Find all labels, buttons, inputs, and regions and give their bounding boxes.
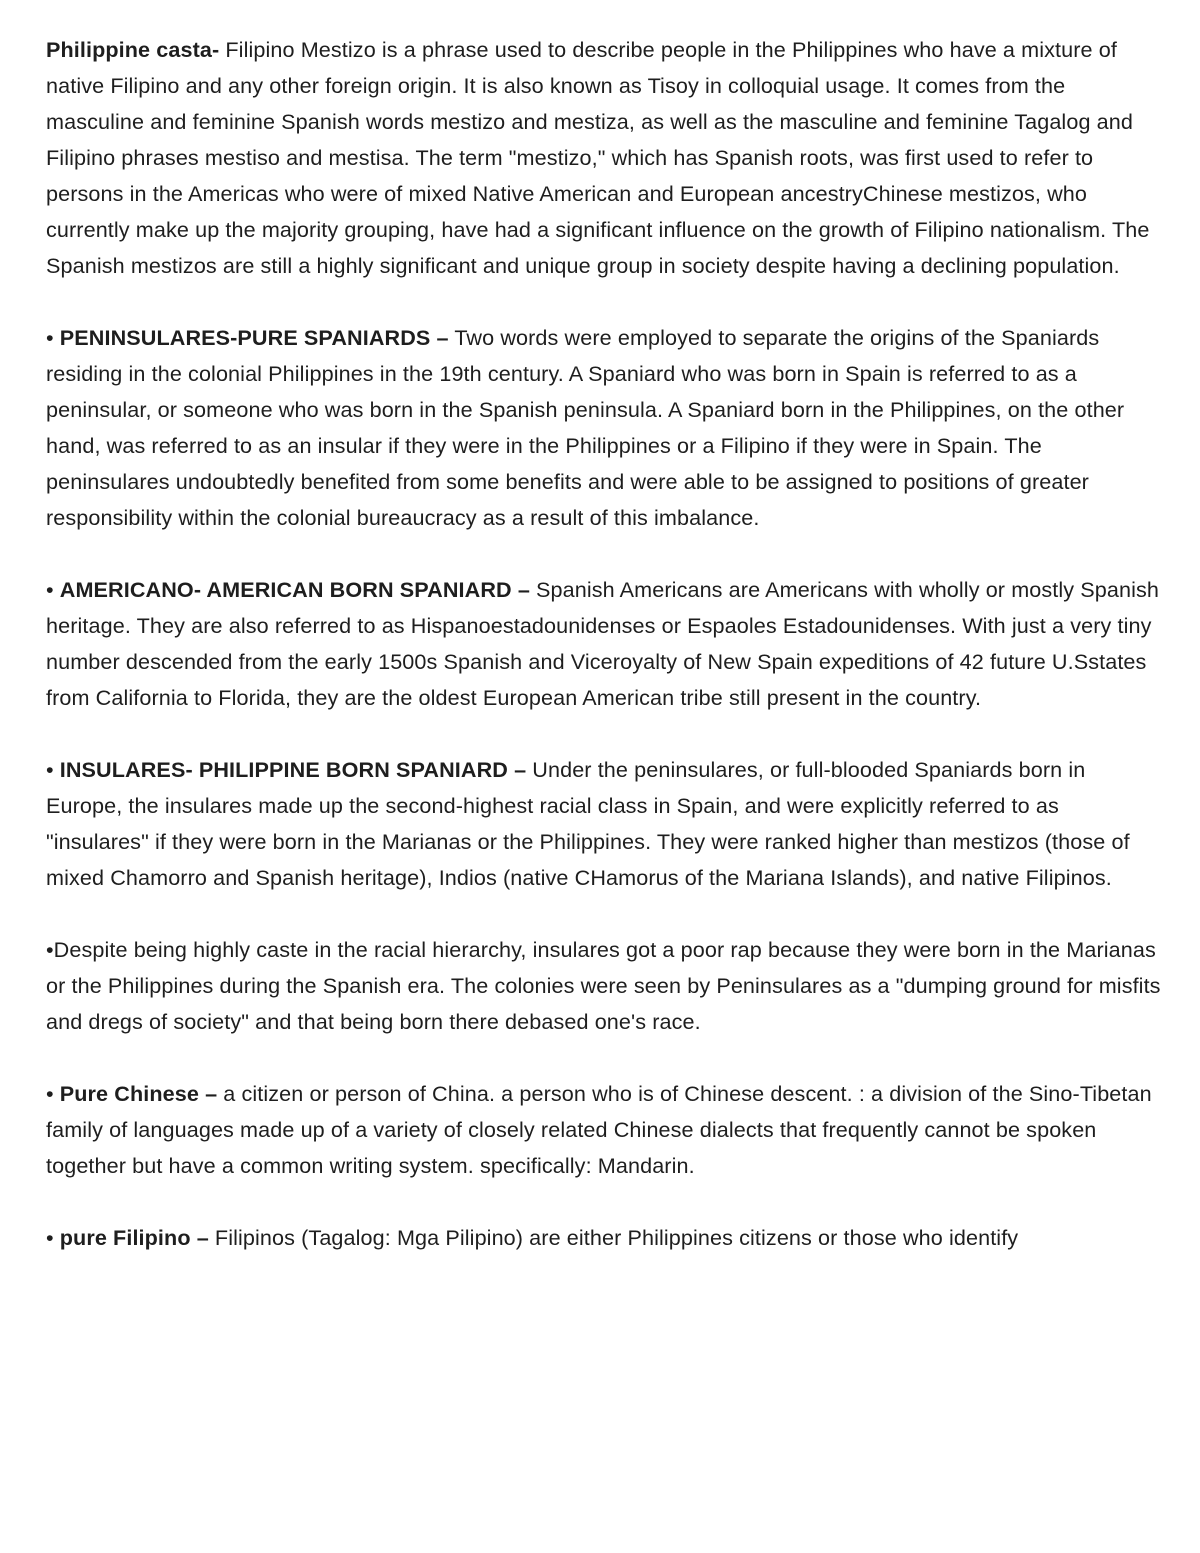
paragraph-peninsulares	[46, 320, 1164, 536]
bullet-icon: •	[46, 937, 54, 962]
paragraph-term: INSULARES- PHILIPPINE BORN SPANIARD –	[59, 757, 527, 782]
bullet-icon: •	[46, 1081, 60, 1106]
paragraph-insulares-reputation	[46, 932, 1164, 1040]
paragraph-body: Under the peninsulares, or full-blooded Spaniards born in Europe, the insulares made up the second-highest racial class in Spain, and were explicitly referred to as "insulares" if they were born in the Marianas or the Philippines. They were ranked higher than mestizos (those of mixed Chamorro and Spanish heritage), Indios (native CHamorus of the Mariana Islands), and native Filipinos.	[46, 757, 1130, 890]
paragraph-body: Spanish Americans are Americans with wholly or mostly Spanish heritage. They are also referred to as Hispanoestadounidenses or Espaoles Estadounidenses. With just a very tiny number descended from the early 1500s Spanish and Viceroyalty of New Spain expeditions of 42 future U.Sstates from California to Florida, they are the oldest European American tribe still present in the country.	[46, 577, 1160, 710]
paragraph-body: Despite being highly caste in the racial hierarchy, insulares got a poor rap because they were born in the Marianas or the Philippines during the Spanish era. The colonies were seen by Peninsulares as a "dumping ground for misfits and dregs of society" and that being born there debased one's race.	[46, 937, 1161, 1034]
paragraph-insulares	[46, 752, 1164, 896]
paragraph-pure-chinese	[46, 1076, 1164, 1184]
paragraph-philippine-casta	[46, 32, 1164, 284]
paragraph-body: Two words were employed to separate the origins of the Spaniards residing in the colonial Philippines in the 19th century. A Spaniard who was born in Spain is referred to as a peninsular, or someone who was born in the Spanish peninsula. A Spaniard born in the Philippines, on the other hand, was referred to as an insular if they were in the Philippines or a Filipino if they were in Spain. The peninsulares undoubtedly benefited from some benefits and were able to be assigned to positions of greater responsibility within the colonial bureaucracy as a result of this imbalance.	[46, 325, 1125, 530]
paragraph-term: pure Filipino –	[59, 1225, 209, 1250]
bullet-icon: •	[46, 325, 60, 350]
bullet-icon: •	[46, 577, 60, 602]
paragraph-term: Pure Chinese –	[59, 1081, 218, 1106]
paragraph-term: Philippine casta-	[46, 37, 220, 62]
bullet-icon: •	[46, 1225, 60, 1250]
paragraph-term: PENINSULARES-PURE SPANIARDS –	[59, 325, 449, 350]
paragraph-pure-filipino	[46, 1220, 1164, 1256]
paragraph-term: AMERICANO- AMERICAN BORN SPANIARD –	[59, 577, 530, 602]
paragraph-body: a citizen or person of China. a person who is of Chinese descent. : a division of the Sino-Tibetan family of languages made up of a variety of closely related Chinese dialects that frequently cannot be spoken together but have a common writing system. specifically: Mandarin.	[46, 1081, 1152, 1178]
document-page	[46, 32, 1164, 1256]
paragraph-americano	[46, 572, 1164, 716]
bullet-icon: •	[46, 757, 60, 782]
paragraph-body: Filipinos (Tagalog: Mga Pilipino) are either Philippines citizens or those who identify	[208, 1225, 1019, 1250]
paragraph-body: Filipino Mestizo is a phrase used to describe people in the Philippines who have a mixture of native Filipino and any other foreign origin. It is also known as Tisoy in colloquial usage. It comes from the masculine and feminine Spanish words mestizo and mestiza, as well as the masculine and feminine Tagalog and Filipino phrases mestiso and mestisa. The term "mestizo," which has Spanish roots, was first used to refer to persons in the Americas who were of mixed Native American and European ancestryChinese mestizos, who currently make up the majority grouping, have had a significant influence on the growth of Filipino nationalism. The Spanish mestizos are still a highly significant and unique group in society despite having a declining population.	[46, 37, 1150, 278]
